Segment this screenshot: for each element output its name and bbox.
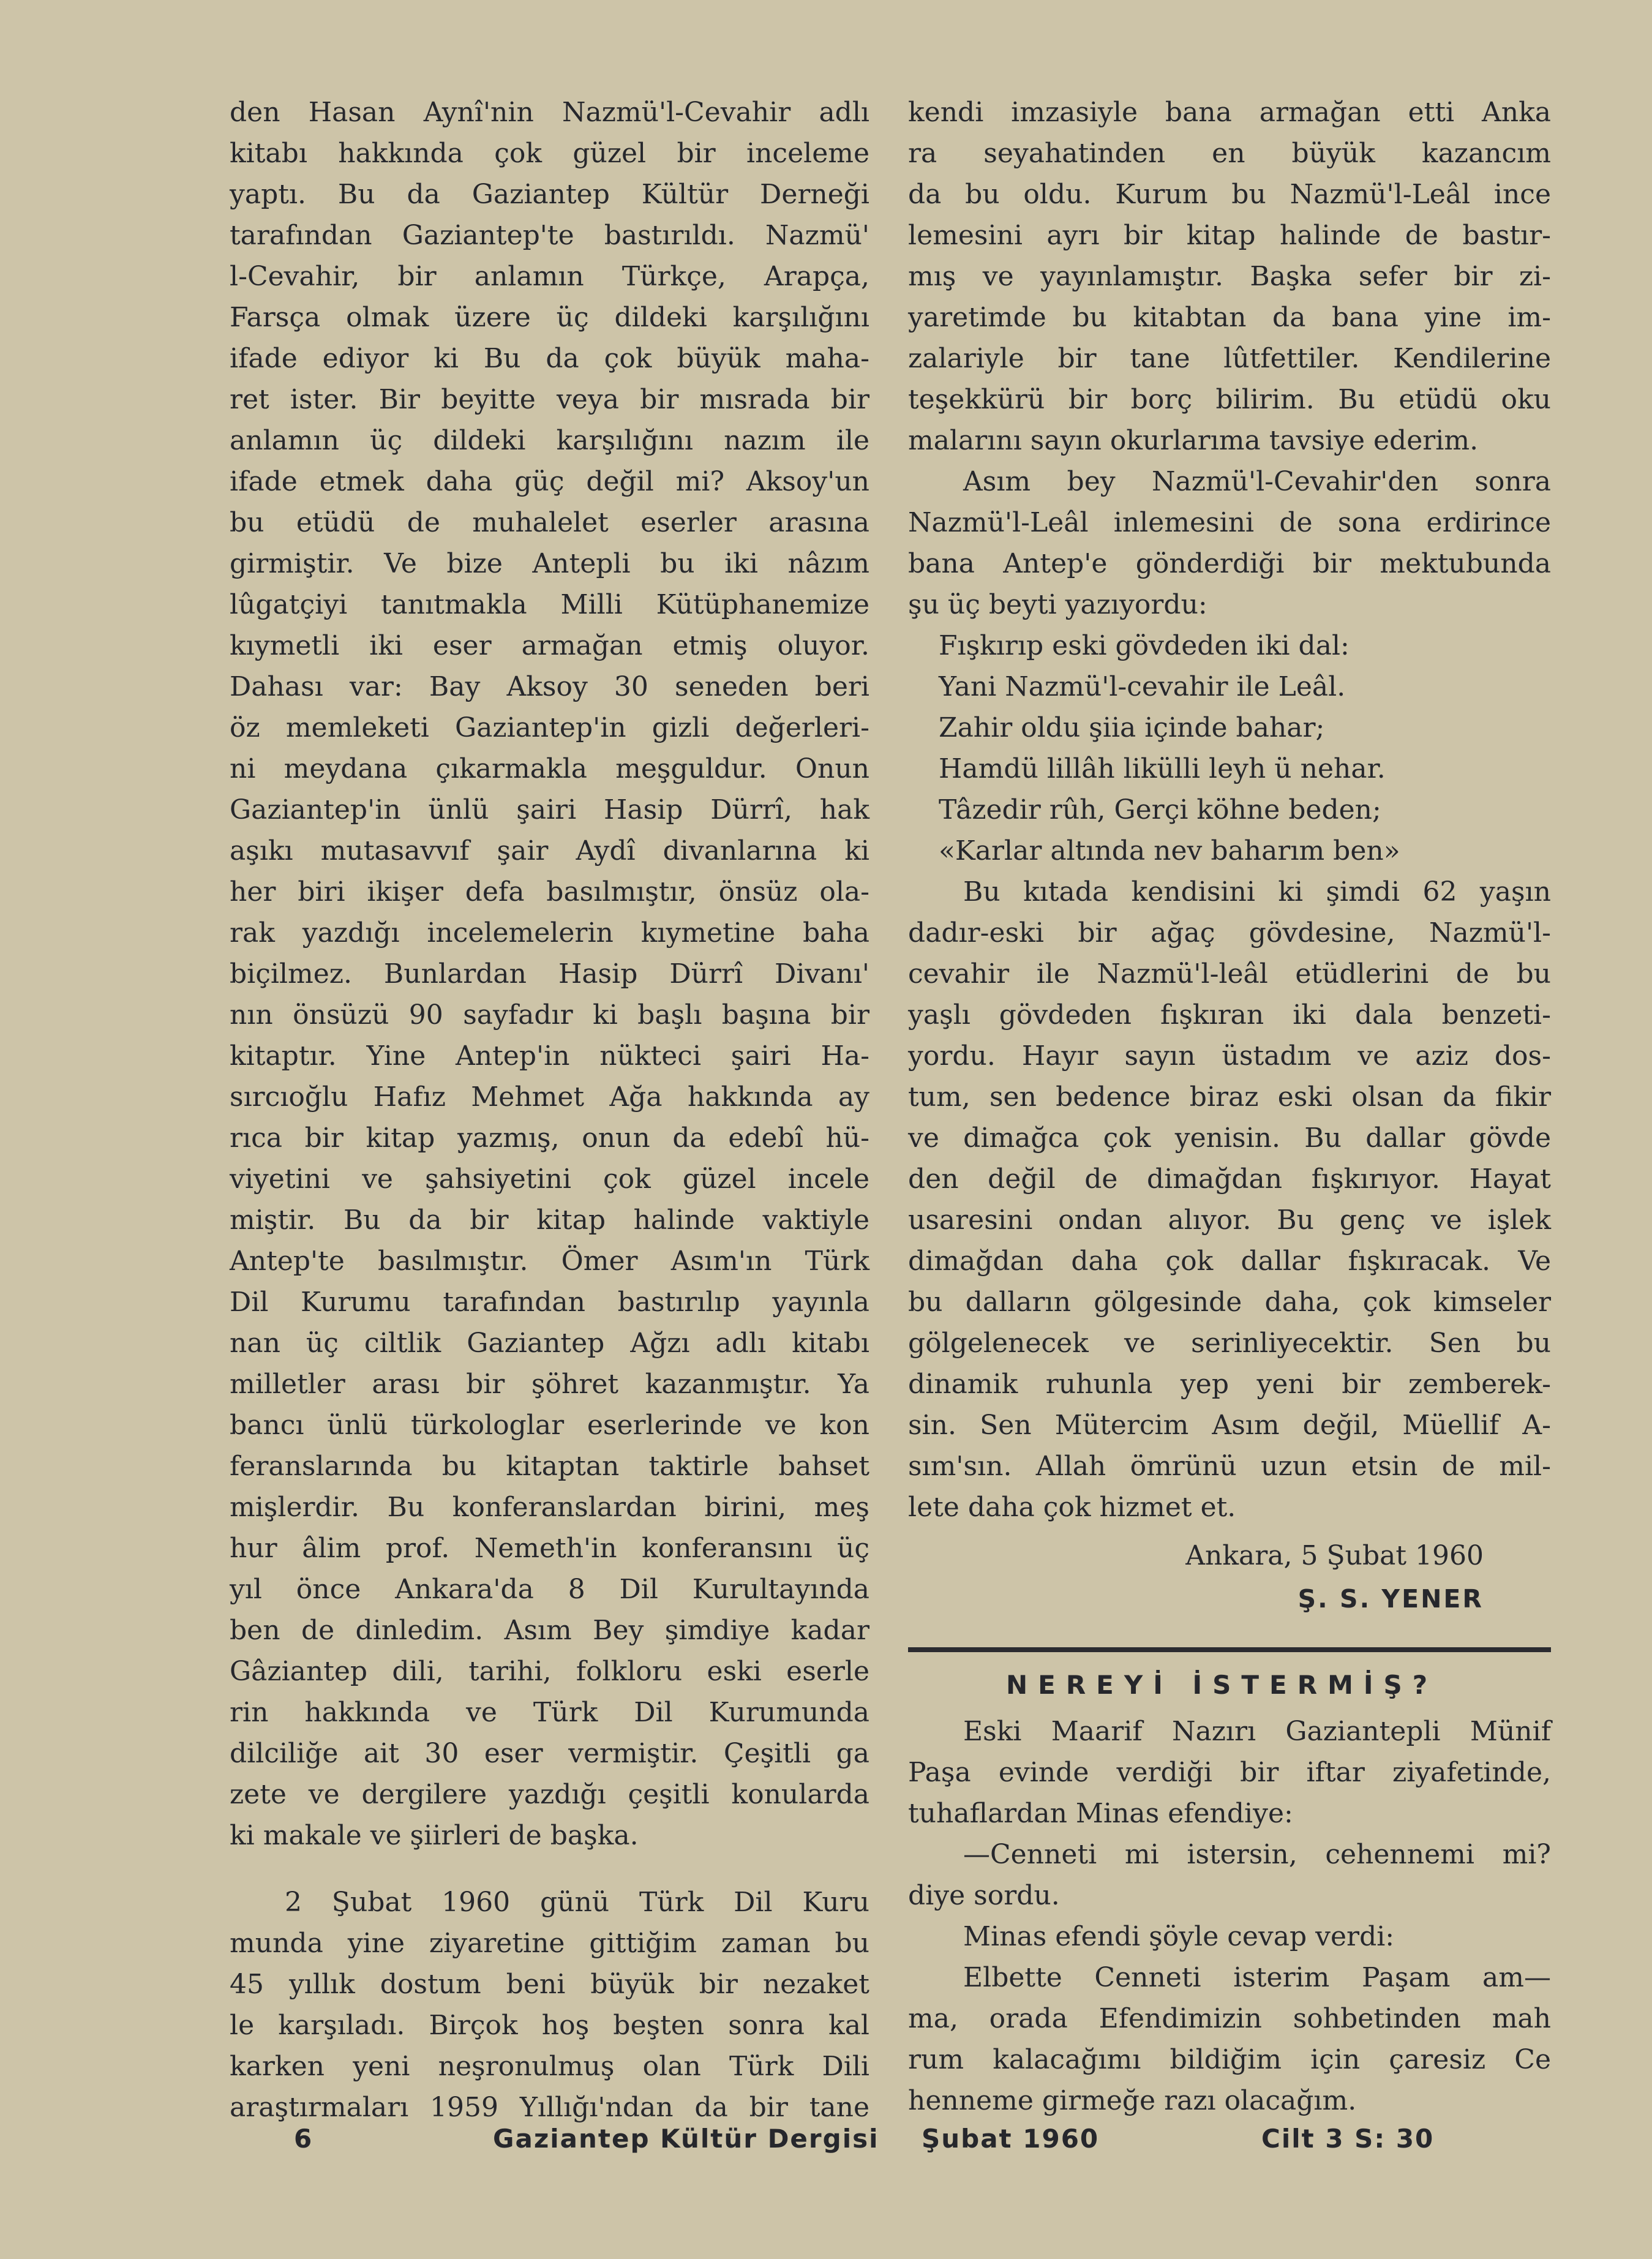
text-line: tuhaflardan Minas efendiye: [908, 1798, 1293, 1829]
text-line: mişlerdir. Bu konferanslardan birini, meş [230, 1492, 869, 1523]
text-line: yaretimde bu kitabtan da bana yine im- [908, 302, 1551, 333]
page-footer [294, 2124, 1445, 2160]
text-line: ben de dinledim. Asım Bey şimdiye kadar [230, 1615, 869, 1646]
text-line: Tâzedir rûh, Gerçi köhne beden; [939, 794, 1381, 825]
text-line: mış ve yayınlamıştır. Başka sefer bir zi- [908, 261, 1551, 292]
text-line: ifade etmek daha güç değil mi? Aksoy'un [230, 466, 869, 497]
text-line: hur âlim prof. Nemeth'in konferansını üç [230, 1533, 869, 1564]
text-line: Hamdü lillâh likülli leyh ü nehar. [939, 753, 1386, 784]
text-line: den Hasan Aynî'nin Nazmü'l-Cevahir adlı [230, 97, 869, 128]
text-line: Antep'te basılmıştır. Ömer Asım'ın Türk [230, 1246, 869, 1277]
text-line: ret ister. Bir beyitte veya bir mısrada bir [230, 384, 869, 415]
right-paragraph-2 [908, 461, 1551, 625]
text-line: Elbette Cenneti isterim Paşam am— [963, 1962, 1551, 1993]
text-line: rak yazdığı incelemelerin kıymetine baha [230, 917, 869, 949]
text-line: bana Antep'e gönderdiği bir mektubunda [908, 548, 1551, 579]
text-line: kendi imzasiyle bana armağan etti Anka [908, 97, 1551, 128]
text-line: zalariyle bir tane lûtfettiler. Kendilerine [908, 343, 1551, 374]
text-line: Nazmü'l-Leâl inlemesini de sona erdirince [908, 507, 1551, 538]
text-line: Farsça olmak üzere üç dildeki karşılığını [230, 302, 869, 333]
text-line: zete ve dergilere yazdığı çeşitli konularda [230, 1779, 869, 1810]
text-line: Eski Maarif Nazırı Gaziantepli Münif [963, 1716, 1551, 1747]
text-line: nın önsüzü 90 sayfadır ki başlı başına bir [230, 999, 869, 1031]
text-line: cevahir ile Nazmü'l-leâl etüdlerini de bu [908, 958, 1551, 990]
right-column [908, 92, 1551, 2121]
text-line: milletler arası bir şöhret kazanmıştır. Ya [230, 1369, 869, 1400]
text-line: 2 Şubat 1960 günü Türk Dil Kuru [285, 1887, 869, 1918]
text-line: ve dimağca çok yenisin. Bu dallar gövde [908, 1122, 1551, 1154]
text-line: Dil Kurumu tarafından bastırılıp yayınla [230, 1287, 869, 1318]
text-line: lûgatçiyi tanıtmakla Milli Kütüphanemize [230, 589, 869, 620]
text-line: yıl önce Ankara'da 8 Dil Kurultayında [230, 1574, 869, 1605]
left-paragraph-2 [230, 1882, 869, 2128]
text-line: ifade ediyor ki Bu da çok büyük maha- [230, 343, 869, 374]
text-line: her biri ikişer defa basılmıştır, önsüz ola- [230, 876, 869, 908]
text-line: «Karlar altında nev baharım ben» [939, 835, 1400, 866]
text-line: yordu. Hayır sayın üstadım ve aziz dos- [908, 1040, 1551, 1072]
text-line: dadır-eski bir ağaç gövdesine, Nazmü'l- [908, 917, 1551, 949]
text-line: viyetini ve şahsiyetini çok güzel incele [230, 1163, 869, 1195]
left-column [230, 92, 869, 2128]
section-divider [908, 1647, 1551, 1652]
box-paragraph-1 [908, 1711, 1551, 1834]
text-line: nan üç ciltlik Gaziantep Ağzı adlı kitabı [230, 1328, 869, 1359]
box-paragraph-2 [908, 1834, 1551, 1916]
text-line: —Cenneti mi istersin, cehennemi mi? [963, 1839, 1551, 1870]
text-line: ma, orada Efendimizin sohbetinden mah [908, 2003, 1551, 2034]
text-line: rıca bir kitap yazmış, onun da edebî hü- [230, 1122, 869, 1154]
text-line: biçilmez. Bunlardan Hasip Dürrî Divanı' [230, 958, 869, 990]
text-line: usaresini ondan alıyor. Bu genç ve işlek [908, 1205, 1551, 1236]
text-line: ni meydana çıkarmakla meşguldur. Onun [230, 753, 869, 784]
right-paragraph-3 [908, 871, 1551, 1528]
text-line: Paşa evinde verdiği bir iftar ziyafetinde, [908, 1757, 1551, 1788]
text-line: da bu oldu. Kurum bu Nazmü'l-Leâl ince [908, 179, 1551, 210]
text-line: Dahası var: Bay Aksoy 30 seneden beri [230, 671, 869, 702]
text-line: Zahir oldu şiia içinde bahar; [939, 712, 1325, 743]
text-line: Yani Nazmü'l-cevahir ile Leâl. [939, 671, 1346, 702]
text-line: kıymetli iki eser armağan etmiş oluyor. [230, 630, 869, 661]
text-line: bu etüdü de muhalelet eserler arasına [230, 507, 869, 538]
text-line: kitabı hakkında çok güzel bir inceleme [230, 138, 869, 169]
text-line: le karşıladı. Birçok hoş beşten sonra kal [230, 2010, 869, 2041]
text-line: lemesini ayrı bir kitap halinde de bastır- [908, 220, 1551, 251]
text-line: karken yeni neşronulmuş olan Türk Dili [230, 2051, 869, 2082]
text-line: Bu kıtada kendisini ki şimdi 62 yaşın [963, 876, 1551, 908]
text-line: şu üç beyti yazıyordu: [908, 589, 1207, 620]
text-line: Minas efendi şöyle cevap verdi: [963, 1921, 1395, 1952]
text-line: araştırmaları 1959 Yıllığı'ndan da bir tane [230, 2092, 869, 2123]
text-line: Fışkırıp eski gövdeden iki dal: [939, 630, 1350, 661]
box-title: NEREYİ İSTERMİŞ? [1006, 1670, 1438, 1700]
text-line: l-Cevahir, bir anlamın Türkçe, Arapça, [230, 261, 869, 292]
text-line: miştir. Bu da bir kitap halinde vaktiyle [230, 1205, 869, 1236]
text-line: tum, sen bedence biraz eski olsan da fikir [908, 1081, 1551, 1113]
text-line: malarını sayın okurlarıma tavsiye ederim. [908, 425, 1479, 456]
text-line: sin. Sen Mütercim Asım değil, Müellif A- [908, 1410, 1551, 1441]
footer-journal: Gaziantep Kültür Dergisi [493, 2124, 879, 2154]
text-line: 45 yıllık dostum beni büyük bir nezaket [230, 1969, 869, 2000]
text-line: henneme girmeğe razı olacağım. [908, 2085, 1357, 2116]
text-line: sırcıoğlu Hafız Mehmet Ağa hakkında ay [230, 1081, 869, 1113]
text-line: lete daha çok hizmet et. [908, 1492, 1236, 1523]
text-line: Asım bey Nazmü'l-Cevahir'den sonra [963, 466, 1551, 497]
text-line: yaşlı gövdeden fışkıran iki dala benzeti- [908, 999, 1551, 1031]
verse-block [908, 625, 1551, 871]
text-line: feranslarında bu kitaptan taktirle bahset [230, 1451, 869, 1482]
left-paragraph-1 [230, 92, 869, 1856]
signature-date: Ankara, 5 Şubat 1960 [1185, 1540, 1484, 1571]
right-paragraph-1 [908, 92, 1551, 461]
text-line: sım'sın. Allah ömrünü uzun etsin de mil- [908, 1451, 1551, 1482]
text-line: gölgelenecek ve serinliyecektir. Sen bu [908, 1328, 1551, 1359]
footer-page-number: 6 [294, 2124, 314, 2154]
text-line: munda yine ziyaretine gittiğim zaman bu [230, 1928, 869, 1959]
box-paragraph-3 [908, 1916, 1551, 1957]
text-line: aşıkı mutasavvıf şair Aydî divanlarına ki [230, 835, 869, 866]
text-line: bu dalların gölgesinde daha, çok kimseler [908, 1287, 1551, 1318]
text-line: rin hakkında ve Türk Dil Kurumunda [230, 1697, 869, 1728]
text-line: Gaziantep'in ünlü şairi Hasip Dürrî, hak [230, 794, 869, 825]
text-line: rum kalacağımı bildiğim için çaresiz Ce [908, 2044, 1551, 2075]
box-paragraph-4 [908, 1957, 1551, 2121]
text-line: teşekkürü bir borç bilirim. Bu etüdü oku [908, 384, 1551, 415]
signature-name: Ş. S. YENER [1297, 1584, 1484, 1614]
text-line: den değil de dimağdan fışkırıyor. Hayat [908, 1163, 1551, 1195]
text-line: Gâziantep dili, tarihi, folkloru eski eserle [230, 1656, 869, 1687]
text-line: diye sordu. [908, 1880, 1060, 1911]
text-line: öz memleketi Gaziantep'in gizli değerleri- [230, 712, 869, 743]
text-line: ki makale ve şiirleri de başka. [230, 1820, 639, 1851]
text-line: ra seyahatinden en büyük kazancım [908, 138, 1551, 169]
text-line: dilciliğe ait 30 eser vermiştir. Çeşitli ga [230, 1738, 869, 1769]
text-line: dinamik ruhunla yep yeni bir zemberek- [908, 1369, 1551, 1400]
footer-date: Şubat 1960 [922, 2124, 1100, 2154]
text-line: tarafından Gaziantep'te bastırıldı. Nazmü' [230, 220, 869, 251]
text-line: bancı ünlü türkologlar eserlerinde ve kon [230, 1410, 869, 1441]
text-line: girmiştir. Ve bize Antepli bu iki nâzım [230, 548, 869, 579]
footer-volume: Cilt 3 S: 30 [1261, 2124, 1435, 2154]
text-line: anlamın üç dildeki karşılığını nazım ile [230, 425, 869, 456]
text-line: dimağdan daha çok dallar fışkıracak. Ve [908, 1246, 1551, 1277]
text-line: yaptı. Bu da Gaziantep Kültür Derneği [230, 179, 869, 210]
text-line: kitaptır. Yine Antep'in nükteci şairi Ha- [230, 1040, 869, 1072]
